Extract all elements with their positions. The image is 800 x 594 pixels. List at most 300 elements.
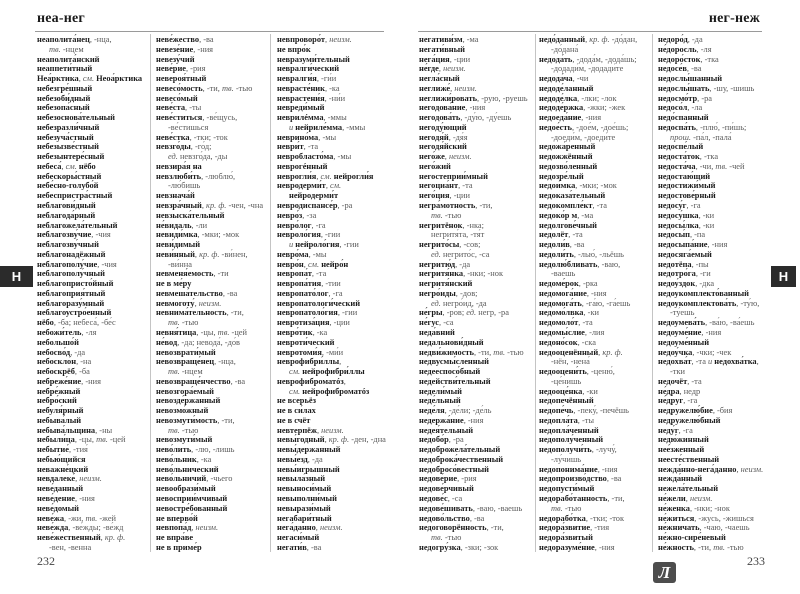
grammatical-form: -тью: [442, 533, 462, 543]
dictionary-entry: [37, 328, 149, 338]
dictionary-entry: [156, 64, 268, 74]
headword: него́жий: [419, 161, 451, 171]
dictionary-entry: [156, 279, 268, 289]
dictionary-entry: [156, 533, 268, 543]
headword: не в счёт: [277, 415, 311, 425]
entry-continuation-line: [658, 133, 770, 143]
dictionary-entry: [156, 406, 268, 416]
dictionary-entry: [539, 191, 651, 201]
grammatical-form: , -га́ю, -га́ешь: [581, 298, 631, 308]
dictionary-entry: [539, 250, 651, 260]
headword: негати́в: [277, 542, 307, 552]
entry-continuation-line: [277, 191, 389, 201]
grammatical-form: , -нка;: [462, 220, 484, 230]
headword: недостове́рный: [658, 191, 716, 201]
grammatical-form: , -ба: [74, 367, 90, 377]
dictionary-entry: [419, 64, 531, 74]
dictionary-entry: [156, 201, 268, 211]
headword: недомога́ть: [539, 298, 582, 308]
headword: невыноси́мый: [277, 484, 332, 494]
dictionary-entry: [539, 152, 651, 162]
dictionary-entry: [37, 416, 149, 426]
dictionary-entry: [37, 74, 149, 84]
dictionary-entry: [419, 474, 531, 484]
entry-continuation-line: [419, 211, 531, 221]
dictionary-entry: [658, 426, 770, 436]
dictionary-entry: [156, 348, 268, 358]
headword: невозвраще́нец: [156, 357, 215, 367]
grammatical-form: ,: [685, 493, 690, 503]
dictionary-entry: [37, 445, 149, 455]
headword: небыва́лый: [37, 415, 82, 425]
dictionary-entry: [658, 250, 770, 260]
dictionary-entry: [539, 523, 651, 533]
headword: невропатоло́гия: [277, 308, 338, 318]
headword: невзнача́й: [156, 191, 195, 201]
usage-label: тв.: [96, 435, 108, 445]
dictionary-entry: [419, 426, 531, 436]
section-tab-left: Н: [0, 266, 33, 287]
headword: недопечённый: [539, 396, 594, 406]
entry-continuation-line: [539, 357, 651, 367]
dictionary-entry: [37, 396, 149, 406]
dictionary-entry: [37, 299, 149, 309]
grammatical-form: , -тии: [321, 279, 341, 289]
grammatical-form: невзго́да, -ды: [177, 152, 228, 162]
headword: недове́рие: [419, 474, 458, 484]
entry-continuation-line: [277, 387, 389, 397]
dictionary-entry: [658, 504, 770, 514]
headword: не́где: [419, 64, 439, 74]
column-divider: [535, 34, 536, 552]
usage-label: см.: [289, 367, 301, 377]
headword: не́женка: [658, 503, 690, 513]
entry-continuation-line: [277, 123, 389, 133]
grammatical-form: , -ммы: [342, 122, 366, 132]
grammatical-form: , -ции: [449, 54, 471, 64]
grammatical-form: , -ния: [581, 113, 602, 123]
grammatical-form: , -де́ли; -де́ль: [444, 406, 492, 416]
grammatical-form: ,: [316, 171, 321, 181]
grammatical-form: ,: [450, 83, 455, 93]
grammatical-form: ,: [444, 152, 449, 162]
headword: не́жели: [658, 493, 686, 503]
grammatical-form: , -ма: [462, 35, 479, 44]
entry-continuation-line: [156, 152, 268, 162]
headword: недода́ть: [539, 54, 573, 64]
grammatical-form: , -ваю, -ваешь: [472, 503, 523, 513]
headword: невосприи́мчивый: [156, 493, 228, 503]
entry-continuation-line: [156, 181, 268, 191]
headword: недополу́ченный: [539, 435, 604, 445]
headword: неблагозву́чный: [37, 240, 99, 250]
grammatical-form: , -ти,: [607, 493, 625, 503]
headword: недолю́бливать: [539, 259, 598, 269]
headword: негритёнок: [419, 220, 463, 230]
dictionary-entry: [156, 308, 268, 318]
grammatical-form: , -дя́я: [448, 132, 468, 142]
headword: недоразуме́ние: [539, 542, 595, 552]
dictionary-entry: [539, 318, 651, 328]
dictionary-entry: [156, 250, 268, 260]
entry-continuation-line: [419, 533, 531, 543]
dictionary-entry: [419, 221, 531, 231]
grammatical-form: , -люблю́,: [201, 171, 236, 181]
dictionary-entry: [156, 133, 268, 143]
headword: недосо́л: [658, 103, 688, 113]
dictionary-entry: [658, 455, 770, 465]
dictionary-entry: [277, 514, 389, 524]
dictionary-entry: [419, 84, 531, 94]
headword: не в си́лах: [277, 406, 316, 416]
headword: недо́спанный: [658, 113, 709, 123]
grammatical-form: -жей: [97, 513, 117, 523]
dictionary-entry: [37, 494, 149, 504]
dictionary-entry: [37, 435, 149, 445]
headword: невы́езд: [277, 454, 308, 464]
right-page-column-1: [419, 35, 531, 553]
grammatical-form: , -ва: [222, 288, 238, 298]
grammatical-form: , -ти,: [693, 542, 714, 552]
dictionary-entry: [37, 201, 149, 211]
headword: неблагови́дный: [37, 201, 96, 211]
grammatical-form: , -га: [311, 220, 326, 230]
headword: небоскло́н: [37, 357, 77, 367]
grammatical-form: , -та: [568, 230, 583, 240]
grammatical-form: ,: [339, 357, 342, 367]
headword: неду́г: [658, 425, 679, 435]
headword: неважне́цкий: [37, 464, 89, 474]
headword: небезгре́шный: [37, 83, 93, 93]
headword: невропатологи́ческий: [277, 298, 361, 308]
headword: нега́ция: [419, 54, 450, 64]
dictionary-entry: [419, 504, 531, 514]
headword: невродиспансе́р: [277, 201, 338, 211]
usage-label: тв.: [217, 327, 230, 337]
usage-label: тв.: [713, 542, 725, 552]
right-page-column-2: [539, 35, 651, 553]
dictionary-entry: [419, 133, 531, 143]
headword: недоуме́ние: [658, 327, 702, 337]
headword: недоброжела́тельный: [419, 445, 501, 455]
headword: негодова́ние: [419, 103, 466, 113]
headword: неблагоприя́тный: [37, 288, 106, 298]
dictionary-entry: [658, 84, 770, 94]
headword: нейроло́гия: [293, 240, 340, 250]
dictionary-entry: [277, 445, 389, 455]
grammatical-form: , -пеку́, -печёшь: [573, 406, 629, 416]
headword: невменя́емость: [156, 269, 214, 279]
dictionary-entry: [539, 123, 651, 133]
grammatical-form: , -ти,: [473, 347, 494, 357]
dictionary-entry: [419, 289, 531, 299]
headword: негабари́тный: [277, 513, 332, 523]
headword: невро́н: [277, 259, 304, 269]
headword: невро́тик: [277, 327, 313, 337]
dictionary-entry: [37, 250, 149, 260]
headword: недове́шивать: [419, 503, 473, 513]
dictionary-entry: [277, 308, 389, 318]
grammatical-form: ,: [194, 249, 200, 259]
dictionary-entry: [419, 328, 531, 338]
dictionary-entry: [37, 181, 149, 191]
headword: нейриле́мма: [293, 122, 343, 132]
usage-label: неизм.: [329, 35, 352, 44]
dictionary-entry: [419, 35, 531, 45]
grammatical-form: , -сов;: [459, 240, 481, 250]
dictionary-entry: [277, 152, 389, 162]
headword: невы́годный: [277, 435, 325, 445]
dictionary-entry: [277, 435, 389, 445]
headword: недостижи́мый: [658, 181, 716, 191]
dictionary-entry: [156, 35, 268, 45]
headword: невозмути́мый: [156, 435, 213, 445]
headword: не́вод: [156, 337, 178, 347]
headword: нёбо: [37, 318, 54, 328]
headword: недобо́р: [419, 435, 449, 445]
grammatical-form: , -дов;: [455, 288, 478, 298]
headword: недержа́ние: [419, 415, 464, 425]
headword: недоли́ть: [539, 249, 574, 259]
grammatical-form: -ви́нна: [168, 259, 192, 269]
dictionary-entry: [37, 279, 149, 289]
dictionary-entry: [419, 396, 531, 406]
dictionary-entry: [277, 64, 389, 74]
entry-continuation-line: [539, 504, 651, 514]
headword: Неоа́рктика: [94, 74, 143, 84]
dictionary-entry: [658, 318, 770, 328]
headword: недоли́в: [539, 240, 570, 250]
dictionary-entry: [37, 387, 149, 397]
headword: недоеда́ние: [539, 113, 582, 123]
headword: небеса́: [37, 161, 62, 171]
headword: недееспосо́бный: [419, 367, 481, 377]
dictionary-entry: [539, 416, 651, 426]
headword: нейрогли́я: [331, 171, 374, 181]
headword: небоскрёб: [37, 367, 75, 377]
headword: не́гус: [419, 318, 439, 328]
dictionary-entry: [419, 435, 531, 445]
headword: недожжённый: [539, 152, 593, 162]
grammatical-form: -ден, -дна: [349, 435, 386, 445]
headword: нежела́тельный: [658, 484, 719, 494]
headword: невы́игрышный: [277, 464, 340, 474]
grammatical-form: , -да: [70, 347, 86, 357]
headword: недоукомплектова́ть: [658, 298, 737, 308]
dictionary-entry: [277, 494, 389, 504]
dictionary-entry: [156, 45, 268, 55]
dictionary-entry: [37, 260, 149, 270]
headword: недоукомплекто́ванный: [658, 288, 749, 298]
usage-label: см.: [65, 161, 77, 171]
headword: нейродерми́т: [289, 191, 339, 201]
dictionary-entry: [37, 113, 149, 123]
dictionary-entry: [277, 55, 389, 65]
dictionary-entry: [539, 533, 651, 543]
dictionary-entry: [156, 74, 268, 84]
dictionary-entry: [658, 514, 770, 524]
grammatical-form: , -лью́, -льёшь: [573, 249, 625, 259]
headword: негра́мотность: [419, 201, 476, 211]
headword: недю́жинный: [658, 435, 709, 445]
dictionary-entry: [277, 328, 389, 338]
dictionary-entry: [419, 367, 531, 377]
grammatical-form: , -мы: [318, 132, 337, 142]
grammatical-form: , -чи,: [695, 161, 716, 171]
usage-label: кр. ф.: [104, 533, 126, 543]
headword: не́доросль: [658, 44, 697, 54]
dictionary-entry: [539, 367, 651, 377]
grammatical-form: , -ду́ю, -ду́ешь: [460, 113, 512, 123]
dictionary-entry: [37, 269, 149, 279]
dictionary-entry: [37, 377, 149, 387]
headword: недоказа́тельный: [539, 191, 606, 201]
headword: недопонима́ние: [539, 464, 598, 474]
dictionary-entry: [37, 406, 149, 416]
headword: небольшо́й: [37, 337, 79, 347]
grammatical-form: , -дода́м, -дода́шь;: [572, 54, 637, 64]
headword: неве́ста: [156, 103, 186, 113]
entry-continuation-line: [539, 269, 651, 279]
dictionary-entry: [539, 279, 651, 289]
dictionary-entry: [37, 103, 149, 113]
dictionary-entry: [539, 74, 651, 84]
headword: недохва́тка: [712, 357, 757, 367]
usage-label: неизм.: [195, 523, 219, 533]
headword: неве́жа: [37, 513, 65, 523]
entry-continuation-line: [37, 543, 149, 553]
headword: не впра́ве: [156, 533, 194, 543]
dictionary-entry: [156, 94, 268, 104]
left-page-column-3: [277, 35, 389, 553]
grammatical-form: , -ба; небеса́, -бе́с: [53, 318, 116, 328]
headword: недоко́р м: [539, 210, 578, 220]
headword: неде́ля: [419, 406, 445, 416]
usage-label: тв.: [431, 533, 443, 543]
headword: невротоми́я: [277, 347, 322, 357]
dictionary-entry: [658, 162, 770, 172]
dictionary-entry: [419, 338, 531, 348]
headword: недоспа́ть: [658, 122, 696, 132]
dictionary-entry: [658, 289, 770, 299]
grammatical-form: , -па: [689, 230, 706, 240]
headword: неве́рие: [156, 64, 186, 74]
usage-label: неизм.: [79, 474, 102, 484]
grammatical-form: , -го́д;: [190, 142, 212, 152]
headword: неблагоразу́мный: [37, 298, 105, 308]
entry-continuation-line: [156, 123, 268, 133]
dictionary-entry: [539, 201, 651, 211]
grammatical-form: , -ве́щусь,: [202, 113, 238, 123]
usage-label: неизм.: [319, 523, 343, 533]
grammatical-form: , -ля: [81, 327, 97, 337]
dictionary-entry: [539, 142, 651, 152]
headword: недоме́рок: [539, 279, 579, 289]
dictionary-entry: [419, 181, 531, 191]
dictionary-entry: [37, 35, 149, 45]
grammatical-form: , -ти,: [226, 308, 244, 318]
grammatical-form: , -ния: [701, 327, 722, 337]
grammatical-form: , -нца,: [89, 35, 112, 44]
grammatical-form: , -ки: [698, 220, 715, 230]
dictionary-entry: [658, 484, 770, 494]
dictionary-entry: [37, 504, 149, 514]
headword: недели́мый: [419, 386, 462, 396]
headword: недора́звитый: [539, 533, 593, 543]
dictionary-entry: [156, 230, 268, 240]
headword: невпопа́д: [156, 523, 192, 533]
grammatical-form: , -да: [307, 454, 323, 464]
dictionary-entry: [156, 474, 268, 484]
headword: недорабо́тка: [539, 513, 586, 523]
dictionary-entry: [658, 260, 770, 270]
grammatical-form: , -да; невода́, -до́в: [177, 337, 240, 347]
usage-label: кр. ф.: [206, 201, 227, 211]
grammatical-form: , -та: [578, 318, 593, 328]
grammatical-form: , -ценю́,: [586, 367, 615, 377]
dictionary-entry: [539, 55, 651, 65]
grammatical-form: , -са: [447, 493, 463, 503]
grammatical-form: -тью: [724, 542, 744, 552]
dictionary-entry: [156, 504, 268, 514]
dictionary-entry: [658, 55, 770, 65]
usage-label: см.: [320, 171, 332, 181]
dictionary-entry: [156, 191, 268, 201]
grammatical-form: , -мы: [308, 249, 327, 259]
grammatical-form: , -мки; -мок: [197, 230, 240, 240]
dictionary-entry: [277, 484, 389, 494]
grammatical-form: , -ва: [306, 542, 322, 552]
headword: недогру́зка: [419, 542, 461, 552]
grammatical-form: , -ния: [75, 493, 95, 503]
headword: недолгове́чный: [539, 220, 597, 230]
grammatical-form: , -ска: [577, 337, 596, 347]
headword: неблагода́рный: [37, 210, 96, 220]
headword: недоно́сок: [539, 337, 578, 347]
dictionary-entry: [539, 221, 651, 231]
grammatical-form: , -та: [458, 181, 473, 191]
grammatical-form: ,: [194, 298, 199, 308]
grammatical-form: , -лю, -лишь: [191, 445, 235, 455]
headword: невозмо́жный: [156, 406, 209, 416]
headword: недокомпле́кт: [539, 201, 593, 211]
grammatical-form: , -дка: [695, 279, 715, 289]
grammatical-form: ,: [316, 425, 322, 435]
dictionary-entry: [37, 308, 149, 318]
dictionary-entry: [419, 357, 531, 367]
dictionary-entry: [658, 435, 770, 445]
headword: недви́жимость: [419, 347, 474, 357]
headword: невозде́ржанный: [156, 396, 221, 406]
dictionary-entry: [156, 142, 268, 152]
dictionary-entry: [419, 484, 531, 494]
dictionary-entry: [277, 474, 389, 484]
running-header-right: нег-неж: [708, 11, 760, 26]
headword: недооценённый: [539, 347, 599, 357]
headword: недослы́шать: [658, 83, 710, 93]
dictionary-entry: [419, 543, 531, 553]
headword: недоро́д: [658, 35, 688, 44]
headword: невралги́ческий: [277, 64, 340, 74]
dictionary-entry: [37, 123, 149, 133]
headword: небре́жный: [37, 386, 81, 396]
grammatical-form: , -ции: [449, 191, 470, 201]
headword: невня́тица: [156, 327, 197, 337]
usage-label: тв.: [715, 161, 728, 171]
headword: недорабо́танность: [539, 493, 608, 503]
grammatical-form: негритя́та, -тя́т: [431, 230, 485, 240]
dictionary-entry: [419, 416, 531, 426]
